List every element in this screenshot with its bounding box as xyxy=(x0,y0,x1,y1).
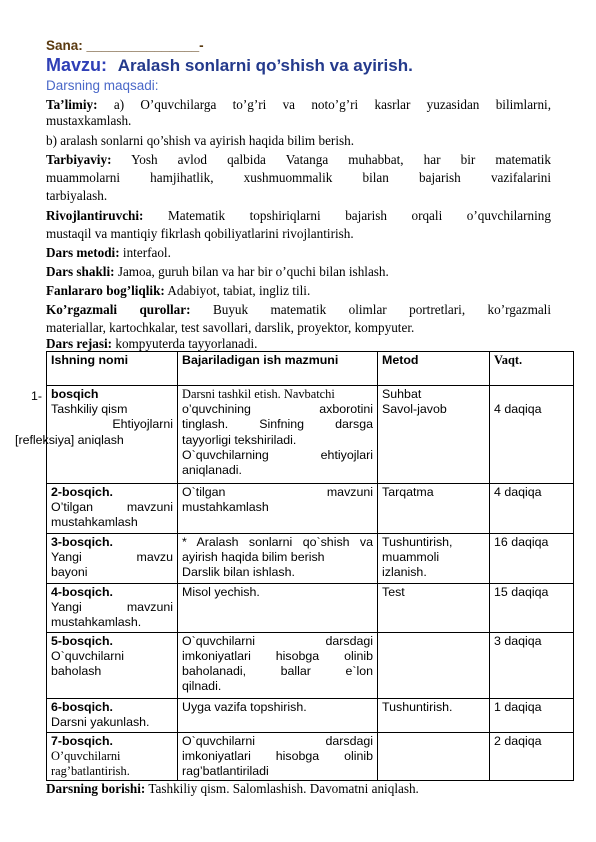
korgazmali-label: Ko’rgazmali qurollar: xyxy=(46,302,191,317)
shakl-line xyxy=(46,264,551,280)
reja-label: Dars rejasi: xyxy=(46,336,113,351)
stage-cell xyxy=(15,386,178,484)
content-line: mustahkamlash xyxy=(182,500,269,515)
fanlar-line xyxy=(46,283,551,299)
content-line: O`tilgan mavzuni xyxy=(182,485,373,499)
time-text: 4 daqiqa xyxy=(494,485,542,499)
stage-desc-2: mustahkamlash. xyxy=(51,615,142,630)
content-line: aniqlanadi. xyxy=(182,463,242,478)
tarbiyaviy-line-3: tarbiyalash. xyxy=(46,188,108,203)
stage-title: 6-bosqich. xyxy=(51,699,113,714)
content-cell xyxy=(178,484,378,534)
korgazmali-text: Buyuk matematik olimlar portretlari, ko’rgazmali xyxy=(212,302,552,317)
time-cell xyxy=(490,584,574,633)
stage-cell xyxy=(47,632,178,698)
method-cell xyxy=(378,484,490,534)
content-cell xyxy=(178,732,378,781)
talimiy-label: Ta’limiy: xyxy=(46,97,98,112)
content-line: Misol yechish. xyxy=(182,585,260,599)
table-row xyxy=(47,386,574,484)
rivoj-line-2: mustaqil va mantiqiy fikrlash qobiliyatlarini rivojlantirish. xyxy=(46,226,354,241)
topic-label: Mavzu: xyxy=(46,55,108,75)
rivoj-label: Rivojlantiruvchi: xyxy=(46,208,144,223)
tarbiyaviy-line-2: muammolarni hamjihatlik, xushmuommalik bilan bajarish vazifalarini xyxy=(46,170,551,185)
content-line: O`quvchilarni darsdagi xyxy=(182,633,373,648)
lesson-plan-table xyxy=(15,351,574,781)
method-text: Tarqatma xyxy=(382,485,434,499)
table-header-row xyxy=(47,352,574,386)
time-cell xyxy=(490,386,574,484)
stage-desc: Tashkiliy qism xyxy=(51,402,128,417)
stage-desc: Darsni yakunlash. xyxy=(51,714,150,729)
time-text: 3 daqiqa xyxy=(494,633,542,648)
shakl-label: Dars shakli: xyxy=(46,264,115,279)
talimiy-text: a) O’quvchilarga to’g’ri va noto’g’ri kasrlar yuzasidan bilimlarni, xyxy=(113,97,551,112)
method-text: Suhbat xyxy=(382,387,422,401)
method-cell xyxy=(378,632,490,698)
rivoj-text: Matematik topshiriqlarni bajarish orqali o’quvchilarning xyxy=(167,208,551,223)
stage-desc-2: rag’batlantirish. xyxy=(51,764,130,779)
content-line: O`quvchilarning ehtiyojlari xyxy=(182,447,373,462)
stage-cell xyxy=(47,584,178,633)
shakl-text: Jamoa, guruh bilan va har bir o’quchi bilan ishlash. xyxy=(114,264,389,279)
tarbiyaviy-text: Yosh avlod qalbida Vatanga muhabbat, har bir matematik xyxy=(131,152,551,167)
stage-cell xyxy=(47,698,178,732)
talimiy-line xyxy=(46,97,551,113)
table-row xyxy=(47,534,574,584)
topic-title: Aralash sonlarni qo’shish va ayirish. xyxy=(117,56,413,75)
method-cell xyxy=(378,584,490,633)
header-vaqt: Vaqt. xyxy=(490,352,574,386)
content-cell xyxy=(178,698,378,732)
time-text: 2 daqiqa xyxy=(494,733,542,748)
table-row xyxy=(47,632,574,698)
method-text: muammoli xyxy=(382,550,440,565)
time-cell xyxy=(490,534,574,584)
time-text: 16 daqiqa xyxy=(494,535,549,549)
rivoj-line xyxy=(46,208,551,224)
goals-heading: Darsning maqsadi: xyxy=(46,78,159,93)
reja-text: kompyuterda tayyorlanadi. xyxy=(112,336,258,351)
stage-title: 3-bosqich. xyxy=(51,535,113,549)
time-cell xyxy=(490,484,574,534)
stage-desc-3: [refleksiya] aniqlash xyxy=(15,432,124,447)
table-row xyxy=(47,732,574,781)
method-text: Savol-javob xyxy=(382,402,447,417)
stage-title: 4-bosqich. xyxy=(51,585,113,599)
content-line: tinglash. Sinfning darsga xyxy=(182,417,373,432)
talimiy-line-2: mustaxkamlash. xyxy=(46,113,132,128)
metod-text: interfaol. xyxy=(119,245,171,260)
header-ishning-nomi: Ishning nomi xyxy=(47,352,178,386)
borishi-line xyxy=(46,781,551,797)
borishi-text: Tashkiliy qism. Salomlashish. Davomatni aniqlash. xyxy=(145,781,419,796)
content-cell xyxy=(178,632,378,698)
content-line: O`quvchilarni darsdagi xyxy=(182,733,373,748)
korgazmali-line xyxy=(46,302,551,318)
stage-1-number: 1- xyxy=(31,389,43,403)
metod-line xyxy=(46,245,551,261)
time-cell xyxy=(490,698,574,732)
reja-line xyxy=(46,336,551,352)
content-line: ayirish haqida bilim berish xyxy=(182,550,325,565)
stage-title: 5-bosqich. xyxy=(51,633,113,648)
tarbiyaviy-label: Tarbiyaviy: xyxy=(46,152,112,167)
method-cell xyxy=(378,534,490,584)
stage-desc-2: baholash xyxy=(51,664,102,679)
content-line: o’quvchining axborotini xyxy=(182,402,373,417)
method-cell xyxy=(378,698,490,732)
content-cell xyxy=(178,386,378,484)
fanlar-label: Fanlararo bog’liqlik: xyxy=(46,283,165,298)
method-text: Test xyxy=(382,585,405,599)
content-line: qilnadi. xyxy=(182,679,222,694)
table-row xyxy=(47,698,574,732)
time-text: 1 daqiqa xyxy=(494,699,542,714)
stage-desc: Yangi mavzu xyxy=(51,550,173,565)
content-cell xyxy=(178,584,378,633)
time-cell xyxy=(490,632,574,698)
time-text: 4 daqiqa xyxy=(494,402,542,416)
stage-desc: O`quvchilarni xyxy=(51,648,124,663)
date-line: Sana: _______________- xyxy=(46,38,204,53)
time-cell xyxy=(490,732,574,781)
stage-cell xyxy=(47,534,178,584)
table-row xyxy=(47,584,574,633)
content-line: baholanadi, ballar e`lon xyxy=(182,664,373,679)
metod-label: Dars metodi: xyxy=(46,245,120,260)
stage-desc: Yangi mavzuni xyxy=(51,600,173,615)
method-text: izlanish. xyxy=(382,565,427,580)
content-line: Darslik bilan ishlash. xyxy=(182,565,295,580)
content-line: Darsni tashkil etish. Navbatchi xyxy=(182,387,335,401)
stage-cell xyxy=(47,732,178,781)
stage-cell xyxy=(47,484,178,534)
talimiy-line-3: b) aralash sonlarni qo’shish va ayirish haqida bilim berish. xyxy=(46,133,355,148)
stage-title: bosqich xyxy=(51,387,99,401)
method-cell xyxy=(378,732,490,781)
content-line: * Aralash sonlarni qo`shish va xyxy=(182,535,373,549)
borishi-label: Darsning borishi: xyxy=(46,781,146,796)
korgazmali-line-2: materiallar, kartochkalar, test savollari, darslik, proyektor, kompyuter. xyxy=(46,320,415,335)
content-line: rag’batlantiriladi xyxy=(182,764,269,779)
method-text: Tushuntirish. xyxy=(382,699,453,714)
content-line: tayyorligi tekshiriladi. xyxy=(182,432,297,447)
header-mazmuni: Bajariladigan ish mazmuni xyxy=(178,352,378,386)
method-text: Tushuntirish, xyxy=(382,535,453,549)
time-text: 15 daqiqa xyxy=(494,585,549,599)
stage-desc-2: Ehtiyojlarni xyxy=(112,417,173,432)
stage-desc-2: bayoni xyxy=(51,565,88,580)
content-line: imkoniyatlari hisobga olinib xyxy=(182,648,373,663)
content-cell xyxy=(178,534,378,584)
stage-desc-2: mustahkamlash xyxy=(51,515,138,530)
tarbiyaviy-line xyxy=(46,152,551,168)
method-cell xyxy=(378,386,490,484)
stage-title: 7-bosqich. xyxy=(51,733,113,748)
stage-desc: O’tilgan mavzuni xyxy=(51,500,173,515)
header-metod: Metod xyxy=(378,352,490,386)
stage-title: 2-bosqich. xyxy=(51,485,113,499)
fanlar-text: Adabiyot, tabiat, ingliz tili. xyxy=(164,283,311,298)
content-line: imkoniyatlari hisobga olinib xyxy=(182,748,373,763)
content-line: Uyga vazifa topshirish. xyxy=(182,699,307,714)
table-row xyxy=(47,484,574,534)
stage-desc: O’quvchilarni xyxy=(51,748,121,763)
topic-line xyxy=(46,56,551,75)
